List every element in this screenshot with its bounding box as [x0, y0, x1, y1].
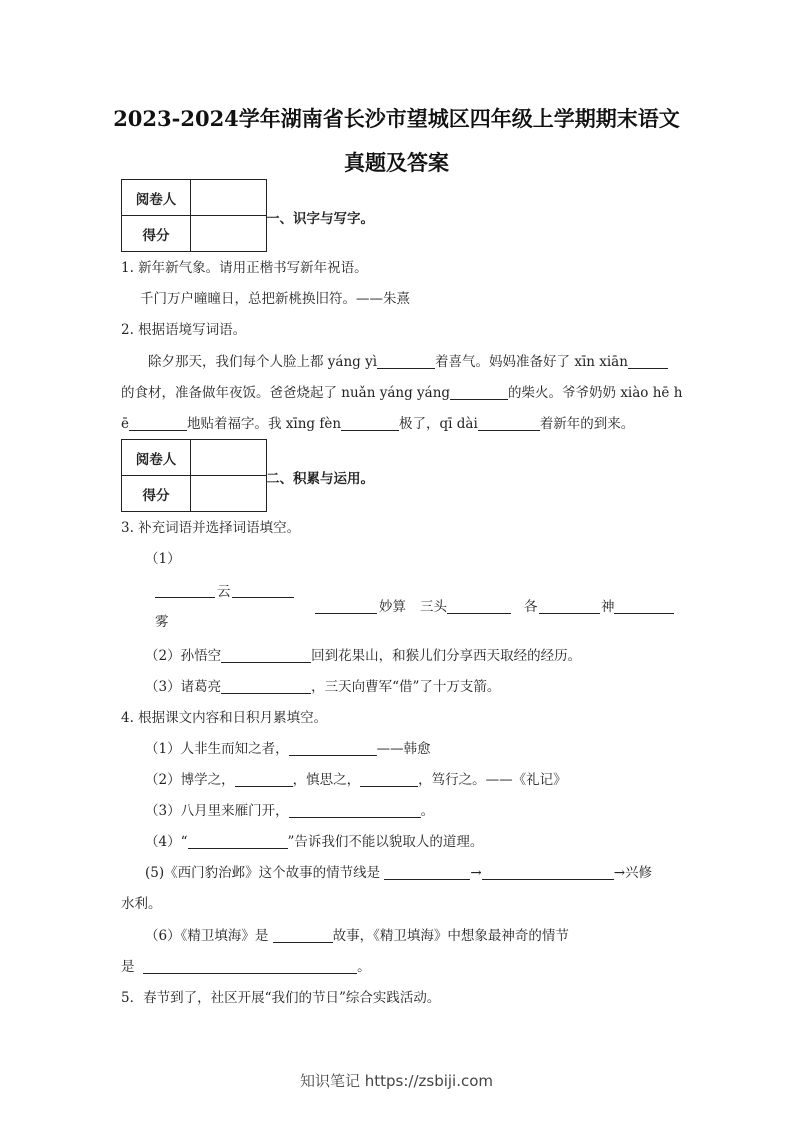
answer-blank[interactable]	[384, 865, 470, 880]
answer-blank[interactable]	[539, 613, 600, 614]
question-3-stem: 3. 补充词语并选择词语填空。	[121, 520, 301, 536]
score-table-2	[121, 439, 267, 512]
answer-blank[interactable]	[188, 834, 288, 849]
answer-blank[interactable]	[315, 613, 377, 614]
footer-watermark: 知识笔记 https://zsbiji.com	[299, 1072, 494, 1090]
reviewer-label: 阅卷人	[122, 440, 191, 476]
word-shen: 神	[601, 599, 615, 615]
answer-blank[interactable]	[289, 741, 377, 756]
reviewer-cell[interactable]	[191, 440, 267, 476]
question-1-stem: 1. 新年新气象。请用正楷书写新年祝语。	[121, 260, 368, 276]
answer-blank[interactable]	[341, 416, 399, 431]
answer-blank[interactable]	[360, 772, 418, 787]
score-table-1	[121, 179, 267, 252]
answer-blank[interactable]	[221, 648, 311, 663]
word-wu: 雾	[155, 614, 169, 630]
question-2-stem: 2. 根据语境写词语。	[121, 322, 247, 338]
question-2-line3: ē 地贴着福字。我 xīng fèn 极了，qī dài 着新年的到来。	[121, 416, 635, 432]
score-label: 得分	[122, 216, 191, 252]
question-4-item5-cont: 水利。	[121, 896, 162, 912]
answer-blank[interactable]	[232, 597, 294, 598]
question-4-item5: (5)《西门豹治邺》这个故事的情节线是 → →兴修	[145, 865, 653, 881]
question-5-stem: 5．春节到了，社区开展“我们的节日”综合实践活动。	[121, 990, 441, 1006]
answer-blank[interactable]	[482, 865, 614, 880]
question-3-part3: （3）诸葛亮 ，三天向曹军“借”了十万支箭。	[145, 679, 501, 695]
word-miaosuan: 妙算	[379, 599, 406, 615]
word-ge: 各	[524, 599, 538, 615]
question-1-poem: 千门万户曈曈日，总把新桃换旧符。——朱熹	[140, 291, 410, 307]
answer-blank[interactable]	[614, 613, 674, 614]
reviewer-cell[interactable]	[191, 180, 267, 216]
answer-blank[interactable]	[235, 772, 293, 787]
section-heading-2: 二、积累与运用。	[266, 471, 374, 487]
section-heading-1: 一、识字与写字。	[266, 211, 374, 227]
question-2-line1: 除夕那天，我们每个人脸上都 yáng yì 着喜气。妈妈准备好了 xīn xiān	[148, 353, 668, 371]
page-title-line1: 2023-2024学年湖南省长沙市望城区四年级上学期期末语文	[113, 106, 680, 131]
answer-blank[interactable]	[155, 597, 215, 598]
answer-blank[interactable]	[450, 385, 508, 400]
answer-blank[interactable]	[129, 416, 187, 431]
question-3-part1-label: （1）	[145, 551, 181, 567]
question-4-stem: 4. 根据课文内容和日积月累填空。	[121, 710, 328, 726]
answer-blank[interactable]	[447, 613, 511, 614]
answer-blank[interactable]	[628, 354, 668, 369]
answer-blank[interactable]	[377, 354, 435, 369]
question-3-part2: （2）孙悟空 回到花果山，和猴儿们分享西天取经的经历。	[145, 648, 582, 664]
question-4-item2: （2）博学之， ，慎思之， ，笃行之。——《礼记》	[145, 772, 567, 788]
score-cell[interactable]	[191, 476, 267, 512]
question-2-line2: 的食材，准备做年夜饭。爸爸烧起了 nuǎn yáng yáng 的柴火。爷爷奶奶 xiào hē h	[121, 385, 683, 401]
word-yun: 云	[217, 584, 231, 600]
question-4-item4: （4）“ ”告诉我们不能以貌取人的道理。	[145, 834, 484, 850]
score-label: 得分	[122, 476, 191, 512]
question-4-item3: （3）八月里来雁门开， 。	[145, 803, 435, 819]
word-santou: 三头	[420, 599, 447, 615]
score-cell[interactable]	[191, 216, 267, 252]
answer-blank[interactable]	[273, 928, 333, 943]
answer-blank[interactable]	[289, 803, 421, 818]
question-4-item1: （1）人非生而知之者， ——韩愈	[145, 741, 431, 757]
page-title-line2: 真题及答案	[344, 150, 449, 175]
question-4-item6-cont: 是 。	[121, 959, 371, 975]
answer-blank[interactable]	[221, 679, 311, 694]
answer-blank[interactable]	[143, 959, 357, 974]
question-4-item6: （6）《精卫填海》是 故事，《精卫填海》中想象最神奇的情节	[145, 928, 569, 944]
answer-blank[interactable]	[478, 416, 540, 431]
reviewer-label: 阅卷人	[122, 180, 191, 216]
